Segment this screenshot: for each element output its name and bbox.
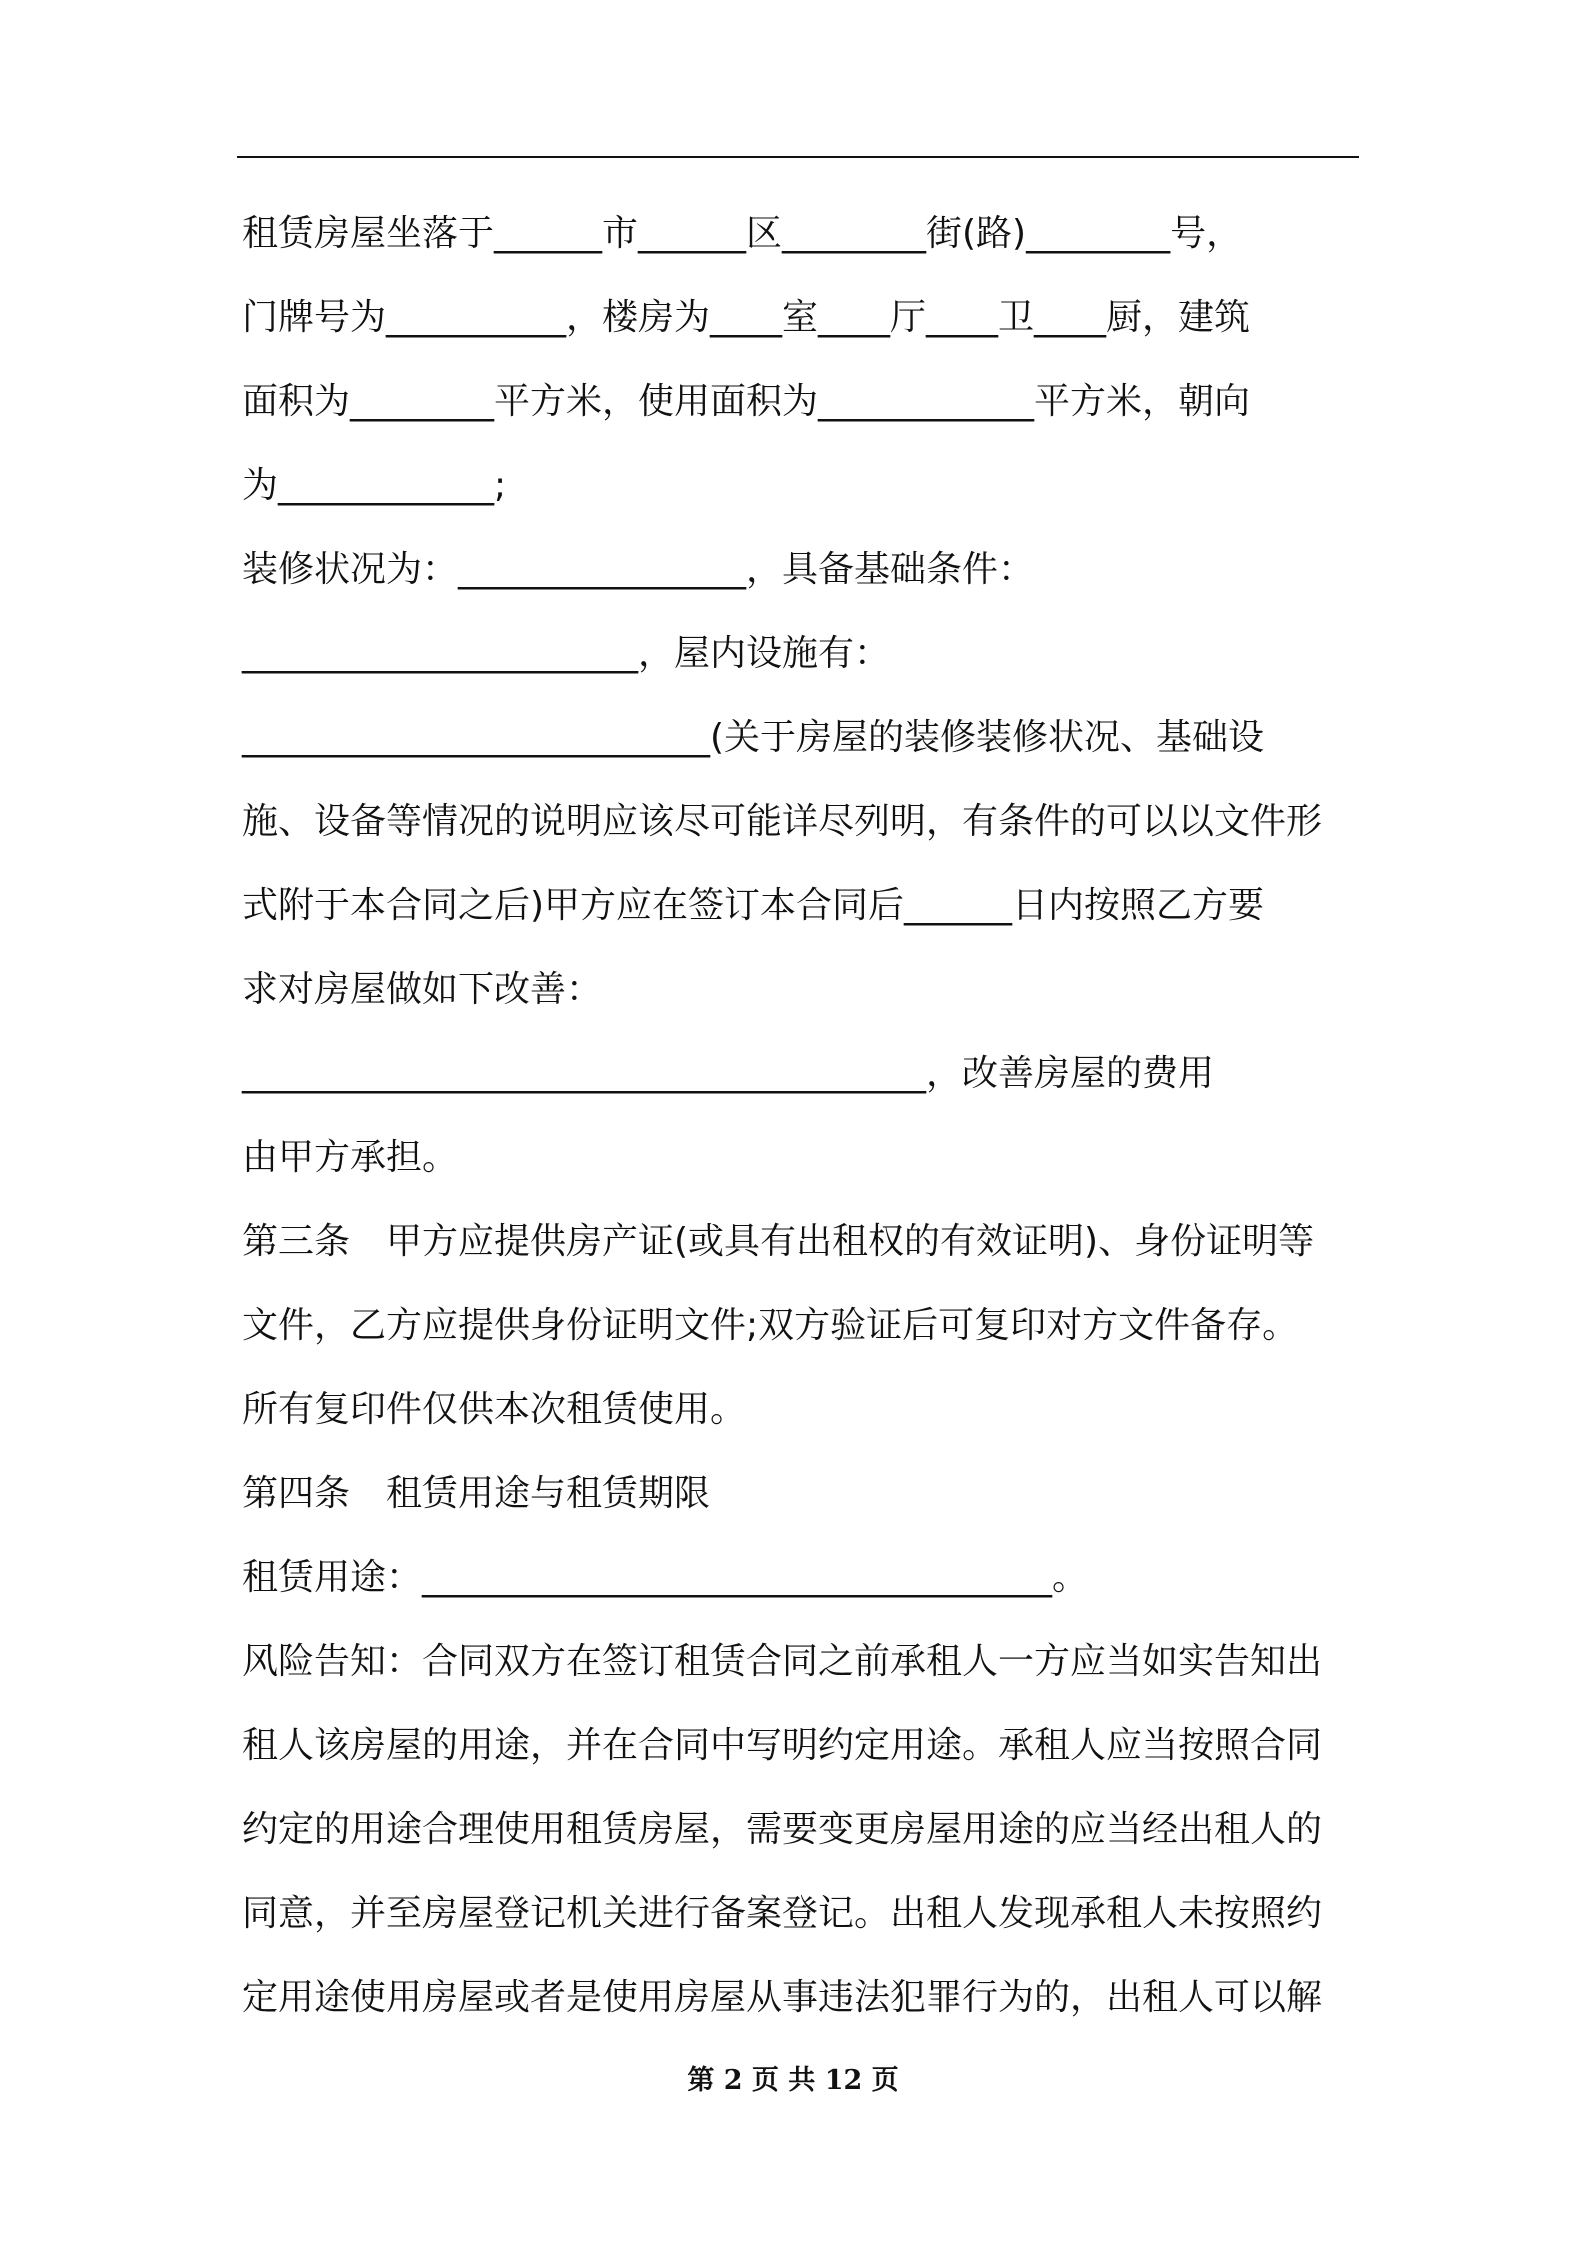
text-line: 由甲方承担。: [242, 1137, 459, 1178]
text-line: __________________________(关于房屋的装修装修状况、基础设: [242, 717, 1265, 758]
text-line: 约定的用途合理使用租赁房屋，需要变更房屋用途的应当经出租人的: [242, 1809, 1323, 1850]
text-line: 租赁房屋坐落于______市______区________街(路)________号，: [242, 213, 1243, 254]
text-line: 装修状况为：________________，具备基础条件：: [242, 549, 1035, 590]
text-line: 式附于本合同之后)甲方应在签订本合同后______日内按照乙方要: [242, 885, 1265, 926]
document-body: [242, 192, 1354, 2040]
article-4-heading-line: 第四条 租赁用途与租赁期限: [242, 1473, 711, 1514]
text-line: ______________________，屋内设施有：: [242, 633, 891, 674]
text-line: 同意，并至房屋登记机关进行备案登记。出租人发现承租人未按照约: [242, 1893, 1323, 1934]
article-3-heading-line: 第三条 甲方应提供房产证(或具有出租权的有效证明)、身份证明等: [242, 1221, 1315, 1262]
text-line: 文件，乙方应提供身份证明文件;双方验证后可复印对方文件备存。: [242, 1305, 1299, 1346]
text-line: 门牌号为__________，楼房为____室____厅____卫____厨，建筑: [242, 297, 1251, 338]
text-line: ______________________________________，改善房屋的费用: [242, 1053, 1215, 1094]
text-line: 租人该房屋的用途，并在合同中写明约定用途。承租人应当按照合同: [242, 1725, 1323, 1766]
page-number-footer: 第 2 页 共 12 页: [687, 2065, 899, 2096]
text-line: 租赁用途：___________________________________。: [242, 1557, 1089, 1598]
text-line: 定用途使用房屋或者是使用房屋从事违法犯罪行为的，出租人可以解: [242, 1977, 1323, 2018]
text-line: 求对房屋做如下改善：: [242, 969, 603, 1010]
risk-notice-line: 风险告知：合同双方在签订租赁合同之前承租人一方应当如实告知出: [242, 1641, 1323, 1682]
text-line: 施、设备等情况的说明应该尽可能详尽列明，有条件的可以以文件形: [242, 801, 1323, 842]
text-line: 所有复印件仅供本次租赁使用。: [242, 1389, 747, 1430]
text-line: 面积为________平方米，使用面积为____________平方米，朝向: [242, 381, 1251, 422]
text-line: 为____________;: [242, 465, 507, 506]
header-rule: [237, 156, 1359, 158]
